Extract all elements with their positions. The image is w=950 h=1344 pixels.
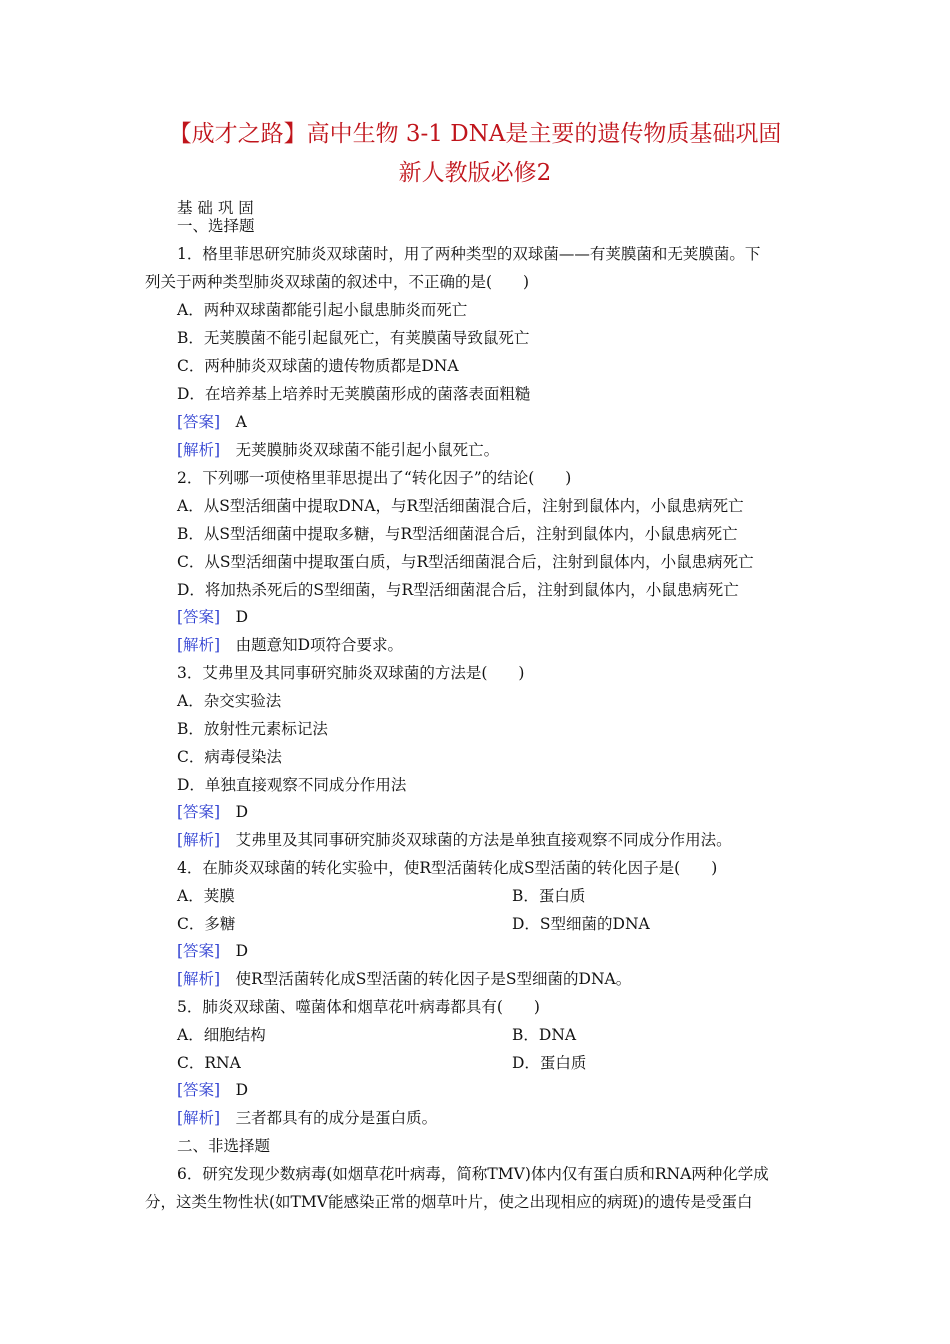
q1-option-d: D．在培养基上培养时无荚膜菌形成的菌落表面粗糙 [177, 385, 531, 403]
q3-answer-value: D [235, 803, 249, 821]
q5-answer-value: D [235, 1081, 249, 1099]
analysis-tag: [解析] [177, 636, 221, 654]
q5-option-c: C．RNA [177, 1054, 241, 1072]
q5-option-b: B．DNA [512, 1026, 577, 1044]
answer-tag: [答案] [177, 413, 221, 431]
q1-analysis [177, 440, 499, 460]
q1-stem-line1: 1．格里菲思研究肺炎双球菌时，用了两种类型的双球菌——有荚膜菌和无荚膜菌。下 [177, 245, 761, 263]
q5-analysis [177, 1108, 437, 1128]
q2-stem: 2．下列哪一项使格里菲思提出了“转化因子”的结论( ) [177, 469, 572, 487]
q1-analysis-text: 无荚膜肺炎双球菌不能引起小鼠死亡。 [235, 441, 500, 459]
document-title-line2: 新人教版必修2 [398, 160, 552, 186]
q4-option-b: B．蛋白质 [512, 887, 586, 905]
document-title-line1: 【成才之路】高中生物 3-1 DNA是主要的遗传物质基础巩固 [168, 121, 782, 147]
q2-answer [177, 607, 248, 627]
q2-option-d: D．将加热杀死后的S型细菌，与R型活细菌混合后，注射到鼠体内，小鼠患病死亡 [177, 581, 739, 599]
analysis-tag: [解析] [177, 831, 221, 849]
q6-stem-line1: 6．研究发现少数病毒(如烟草花叶病毒，简称TMV)体内仅有蛋白质和RNA两种化学成 [177, 1165, 769, 1183]
q4-stem: 4．在肺炎双球菌的转化实验中，使R型活菌转化成S型活菌的转化因子是( ) [177, 859, 718, 877]
q2-answer-value: D [235, 608, 249, 626]
q3-analysis-text: 艾弗里及其同事研究肺炎双球菌的方法是单独直接观察不同成分作用法。 [235, 831, 732, 849]
analysis-tag: [解析] [177, 1109, 221, 1127]
q4-answer [177, 941, 248, 961]
q3-option-d: D．单独直接观察不同成分作用法 [177, 776, 407, 794]
analysis-tag: [解析] [177, 970, 221, 988]
q2-option-a: A．从S型活细菌中提取DNA，与R型活细菌混合后，注射到鼠体内，小鼠患病死亡 [177, 497, 744, 515]
q5-option-a: A．细胞结构 [177, 1026, 266, 1044]
section-non-choice: 二、非选择题 [177, 1137, 271, 1155]
q4-option-d: D．S型细菌的DNA [512, 915, 650, 933]
q2-option-c: C．从S型活细菌中提取蛋白质，与R型活细菌混合后，注射到鼠体内，小鼠患病死亡 [177, 553, 754, 571]
section-choice: 一、选择题 [177, 217, 255, 235]
q2-option-b: B．从S型活细菌中提取多糖，与R型活细菌混合后，注射到鼠体内，小鼠患病死亡 [177, 525, 738, 543]
q5-option-d: D．蛋白质 [512, 1054, 587, 1072]
q1-stem-line2: 列关于两种类型肺炎双球菌的叙述中，不正确的是( ) [145, 273, 530, 291]
analysis-tag: [解析] [177, 441, 221, 459]
answer-tag: [答案] [177, 1081, 221, 1099]
q1-answer-value: A [235, 413, 247, 431]
answer-tag: [答案] [177, 608, 221, 626]
q4-answer-value: D [235, 942, 249, 960]
q2-analysis [177, 635, 403, 655]
q4-option-a: A．荚膜 [177, 887, 235, 905]
q3-option-b: B．放射性元素标记法 [177, 720, 328, 738]
answer-tag: [答案] [177, 803, 221, 821]
q1-option-a: A．两种双球菌都能引起小鼠患肺炎而死亡 [177, 301, 468, 319]
q3-analysis [177, 830, 732, 850]
q1-option-c: C．两种肺炎双球菌的遗传物质都是DNA [177, 357, 459, 375]
q6-stem-line2: 分，这类生物性状(如TMV能感染正常的烟草叶片，使之出现相应的病斑)的遗传是受蛋白 [145, 1193, 753, 1211]
q4-analysis [177, 969, 631, 989]
q5-analysis-text: 三者都具有的成分是蛋白质。 [235, 1109, 438, 1127]
q2-analysis-text: 由题意知D项符合要求。 [235, 636, 404, 654]
q3-answer [177, 802, 248, 822]
q1-answer [177, 412, 247, 432]
q3-option-a: A．杂交实验法 [177, 692, 282, 710]
answer-tag: [答案] [177, 942, 221, 960]
q5-answer [177, 1080, 248, 1100]
q3-stem: 3．艾弗里及其同事研究肺炎双球菌的方法是( ) [177, 664, 525, 682]
q3-option-c: C．病毒侵染法 [177, 748, 282, 766]
q5-stem: 5．肺炎双球菌、噬菌体和烟草花叶病毒都具有( ) [177, 998, 540, 1016]
q4-option-c: C．多糖 [177, 915, 236, 933]
q4-analysis-text: 使R型活菌转化成S型活菌的转化因子是S型细菌的DNA。 [235, 970, 632, 988]
heading-basic: 基 础 巩 固 [177, 199, 254, 217]
q1-option-b: B．无荚膜菌不能引起鼠死亡，有荚膜菌导致鼠死亡 [177, 329, 530, 347]
